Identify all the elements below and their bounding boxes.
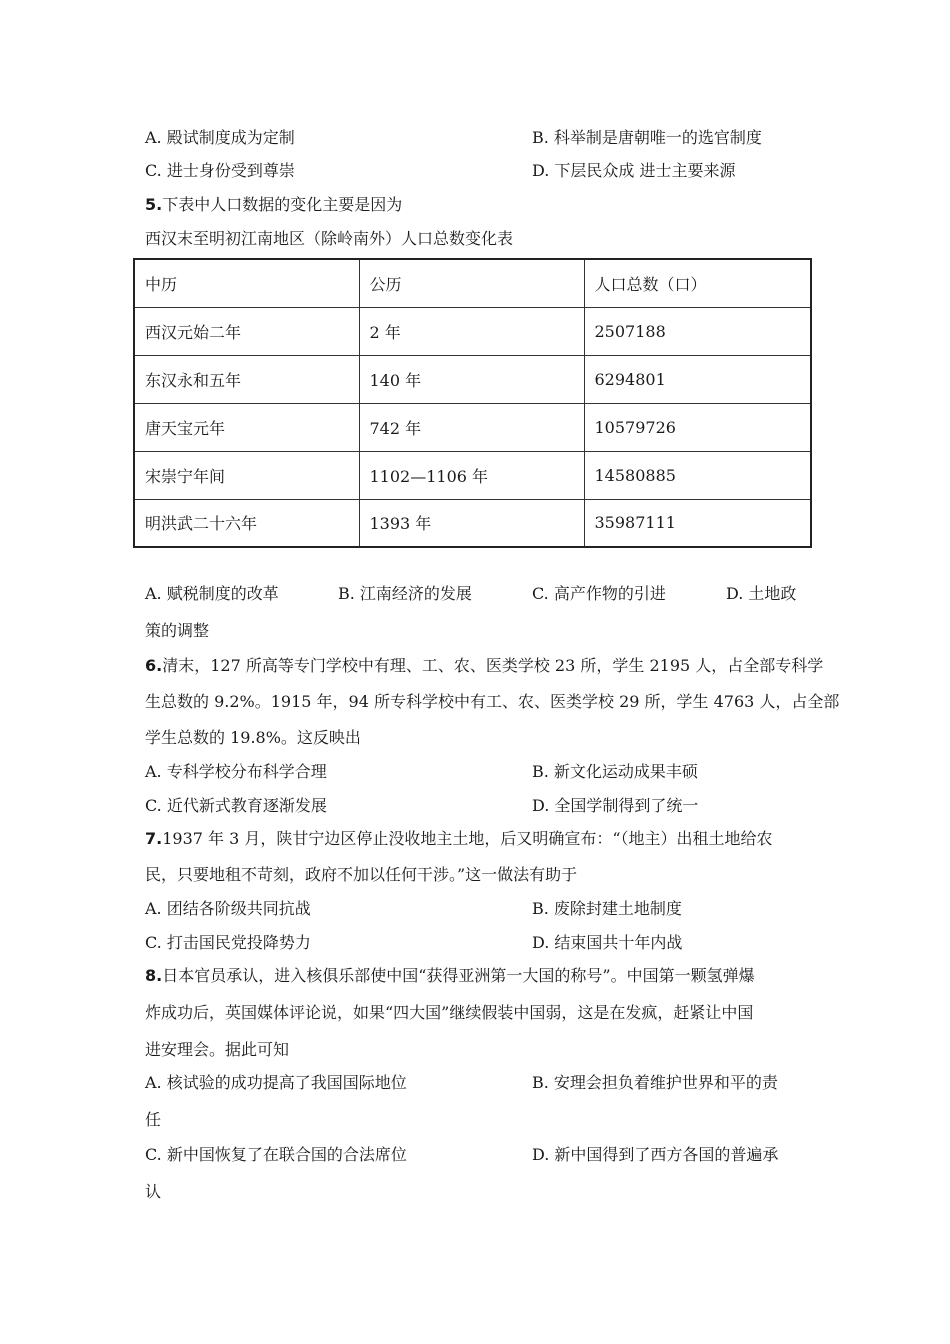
table-cell: 1102—1106 年: [359, 451, 584, 499]
q8-number: 8.: [145, 966, 163, 985]
table-row: [134, 307, 811, 355]
q5-option-d: D. 土地政: [726, 584, 797, 603]
table-cell: 35987111: [584, 499, 811, 547]
q5-table-caption: 西汉末至明初江南地区（除岭南外）人口总数变化表: [145, 229, 514, 248]
q5-option-d-continued: 策的调整: [145, 621, 210, 640]
q8-option-d: D. 新中国得到了西方各国的普遍承: [532, 1145, 779, 1164]
population-table: [133, 258, 812, 548]
table-header-cell: 公历: [359, 259, 584, 307]
table-cell: 宋崇宁年间: [134, 451, 359, 499]
q8-option-d-continued: 认: [145, 1182, 162, 1201]
table-header-cell: 中历: [134, 259, 359, 307]
q8-stem-line3: 进安理会。据此可知: [145, 1040, 290, 1059]
table-cell: 2 年: [359, 307, 584, 355]
q5-text: 下表中人口数据的变化主要是因为: [162, 195, 403, 214]
q8-option-b-continued: 任: [145, 1110, 162, 1129]
q6-stem-line1: [145, 654, 823, 678]
q7-option-c: C. 打击国民党投降势力: [145, 933, 311, 952]
table-cell: 140 年: [359, 355, 584, 403]
q8-text-line1: 日本官员承认，进入核俱乐部使中国“获得亚洲第一大国的称号”。中国第一颗氢弹爆: [162, 966, 755, 985]
q7-option-d: D. 结束国共十年内战: [532, 933, 683, 952]
table-cell: 10579726: [584, 403, 811, 451]
q5-option-c: C. 高产作物的引进: [532, 584, 666, 603]
q4-option-a: A. 殿试制度成为定制: [145, 128, 295, 147]
q7-option-b: B. 废除封建土地制度: [532, 899, 682, 918]
q8-option-c: C. 新中国恢复了在联合国的合法席位: [145, 1145, 407, 1164]
table-cell: 6294801: [584, 355, 811, 403]
q4-option-b: B. 科举制是唐朝唯一的选官制度: [532, 128, 762, 147]
q8-stem-line2: 炸成功后，英国媒体评论说，如果“四大国”继续假装中国弱，这是在发疯，赶紧让中国: [145, 1003, 754, 1022]
q4-option-d: D. 下层民众成 进士主要来源: [532, 161, 736, 180]
table-cell: 明洪武二十六年: [134, 499, 359, 547]
q8-stem-line1: [145, 964, 755, 988]
q8-option-a: A. 核试验的成功提高了我国国际地位: [145, 1073, 407, 1092]
table-row: [134, 403, 811, 451]
table-cell: 唐天宝元年: [134, 403, 359, 451]
table-cell: 2507188: [584, 307, 811, 355]
table-header-cell: 人口总数（口）: [584, 259, 811, 307]
q5-option-a: A. 赋税制度的改革: [145, 584, 279, 603]
table-cell: 14580885: [584, 451, 811, 499]
table-cell: 742 年: [359, 403, 584, 451]
q7-stem-line1: [145, 827, 773, 851]
q7-text-line1: 1937 年 3 月，陕甘宁边区停止没收地主土地，后又明确宣布：“（地主）出租土地给农: [162, 829, 773, 848]
q5-option-b: B. 江南经济的发展: [338, 584, 472, 603]
q6-stem-line2: 生总数的 9.2%。1915 年，94 所专科学校中有工、农、医类学校 29 所，学生 4763 人，占全部: [145, 692, 840, 711]
q6-number: 6.: [145, 656, 163, 675]
table-cell: 东汉永和五年: [134, 355, 359, 403]
table-row: [134, 451, 811, 499]
q6-option-a: A. 专科学校分布科学合理: [145, 762, 327, 781]
q7-number: 7.: [145, 829, 163, 848]
table-cell: 1393 年: [359, 499, 584, 547]
q7-stem-line2: 民，只要地租不苛刻，政府不加以任何干涉。”这一做法有助于: [145, 865, 578, 884]
table-row: [134, 499, 811, 547]
q6-option-c: C. 近代新式教育逐渐发展: [145, 796, 327, 815]
q5-stem: [145, 193, 402, 217]
q8-option-b: B. 安理会担负着维护世界和平的责: [532, 1073, 778, 1092]
table-row: [134, 355, 811, 403]
q6-stem-line3: 学生总数的 19.8%。这反映出: [145, 728, 361, 747]
table-cell: 西汉元始二年: [134, 307, 359, 355]
q6-option-d: D. 全国学制得到了统一: [532, 796, 699, 815]
q6-option-b: B. 新文化运动成果丰硕: [532, 762, 698, 781]
q6-text-line1: 清末，127 所高等专门学校中有理、工、农、医类学校 23 所，学生 2195 人，占全部专科学: [162, 656, 824, 675]
q5-number: 5.: [145, 195, 163, 214]
q7-option-a: A. 团结各阶级共同抗战: [145, 899, 311, 918]
q4-option-c: C. 进士身份受到尊崇: [145, 161, 295, 180]
table-header-row: [134, 259, 811, 307]
